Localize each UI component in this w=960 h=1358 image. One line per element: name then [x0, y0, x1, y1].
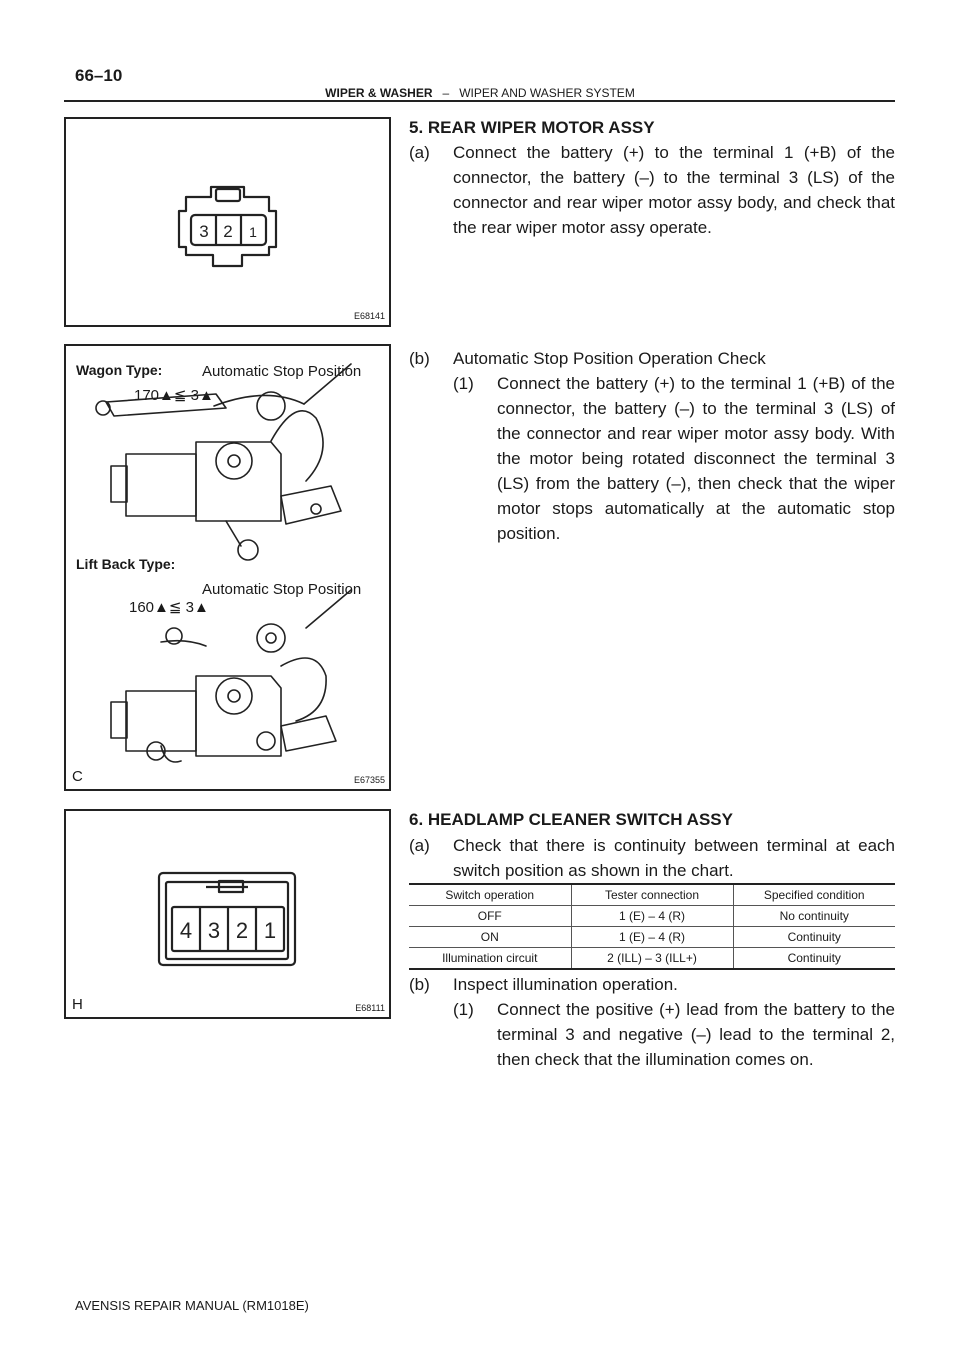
liftback-stop-position-label: Automatic Stop Position: [202, 581, 362, 598]
continuity-table: [409, 883, 895, 970]
table-cell: No continuity: [733, 906, 895, 927]
table-header-row: [409, 884, 895, 906]
footer-manual-id: AVENSIS REPAIR MANUAL (RM1018E): [75, 1298, 309, 1313]
table-row: [409, 948, 895, 970]
step-marker: (a): [409, 836, 430, 855]
step-marker: (a): [409, 143, 430, 162]
figure-connector-3pin: [64, 117, 391, 327]
figure-code: E68141: [353, 311, 385, 321]
connector4-pin-3: 3: [207, 918, 221, 943]
table-cell: 1 (E) – 4 (R): [571, 906, 733, 927]
step-text: Connect the battery (+) to the terminal 1 (+B) of the connector, the battery (–) to the terminal 3 (LS) of the connector and rear wiper motor assy body, and check that the rear wiper motor assy operate.: [453, 143, 895, 237]
wagon-angle-label: 170▲≦ 3▲: [134, 387, 214, 404]
step-text: Inspect illumination operation.: [453, 975, 678, 994]
connector-3pin-drawing: [66, 119, 389, 325]
wiper-motor-drawing: [66, 346, 389, 789]
substep-text: Connect the positive (+) lead from the battery to the terminal 3 and negative (–) lead to the terminal 2, then check that the illumination comes on.: [497, 1000, 895, 1069]
connector3-pin-3: 3: [199, 222, 209, 241]
section-5a: [409, 140, 895, 240]
connector4-pin-4: 4: [179, 918, 193, 943]
wagon-stop-position-label: Automatic Stop Position: [202, 363, 362, 380]
liftback-angle-label: 160▲≦ 3▲: [129, 599, 209, 616]
figure-wiper-motor: [64, 344, 391, 791]
table-row: [409, 927, 895, 948]
substep-text: Connect the battery (+) to the terminal 1 (+B) of the connector, the battery (–) to the terminal 3 (LS) of the connector and rear wiper motor assy body. With the motor being rotated disconnect the terminal 3 (LS) from the battery (–), then check that the wiper motor stops automatically at the automatic stop position.: [497, 374, 895, 543]
substep-marker: (1): [453, 1000, 474, 1019]
section-6b1: [453, 997, 895, 1072]
table-header-cell: Specified condition: [733, 884, 895, 906]
figure-code: E68111: [355, 1003, 385, 1013]
table-cell: Illumination circuit: [409, 948, 571, 970]
connector4-pin-1: 1: [263, 918, 277, 943]
section-6a: [409, 833, 895, 883]
wagon-type-label: Wagon Type:: [76, 362, 163, 378]
section-6-heading: 6. HEADLAMP CLEANER SWITCH ASSY: [409, 810, 733, 829]
header-section: WIPER & WASHER: [325, 86, 433, 100]
section-5b1: [453, 371, 895, 546]
figure-corner-letter: C: [72, 768, 83, 785]
table-row: [409, 906, 895, 927]
figure-corner-letter: H: [72, 996, 83, 1013]
step-text: Automatic Stop Position Operation Check: [453, 349, 766, 368]
header-separator: –: [442, 86, 450, 100]
table-cell: 1 (E) – 4 (R): [571, 927, 733, 948]
connector3-pin-1: 1: [249, 224, 257, 240]
step-text: Check that there is continuity between terminal at each switch position as shown in the chart.: [453, 836, 895, 880]
table-header-cell: Switch operation: [409, 884, 571, 906]
table-cell: 2 (ILL) – 3 (ILL+): [571, 948, 733, 970]
figure-connector-4pin: [64, 809, 391, 1019]
section-5b: [409, 346, 895, 371]
table-cell: Continuity: [733, 927, 895, 948]
table-header-cell: Tester connection: [571, 884, 733, 906]
connector4-pin-2: 2: [235, 918, 249, 943]
step-marker: (b): [409, 349, 430, 368]
substep-marker: (1): [453, 374, 474, 393]
section-5-heading: 5. REAR WIPER MOTOR ASSY: [409, 118, 655, 137]
connector3-pin-2: 2: [223, 222, 233, 241]
figure-code: E67355: [353, 775, 385, 785]
table-cell: ON: [409, 927, 571, 948]
step-marker: (b): [409, 975, 430, 994]
header-subsection: WIPER AND WASHER SYSTEM: [459, 86, 635, 100]
section-6b: [409, 972, 895, 997]
table-cell: OFF: [409, 906, 571, 927]
table-cell: Continuity: [733, 948, 895, 970]
connector-4pin-drawing: [66, 811, 389, 1017]
liftback-type-label: Lift Back Type:: [76, 556, 176, 572]
header-rule: [64, 100, 895, 102]
running-header: [0, 86, 960, 100]
page-number: 66–10: [75, 66, 123, 85]
